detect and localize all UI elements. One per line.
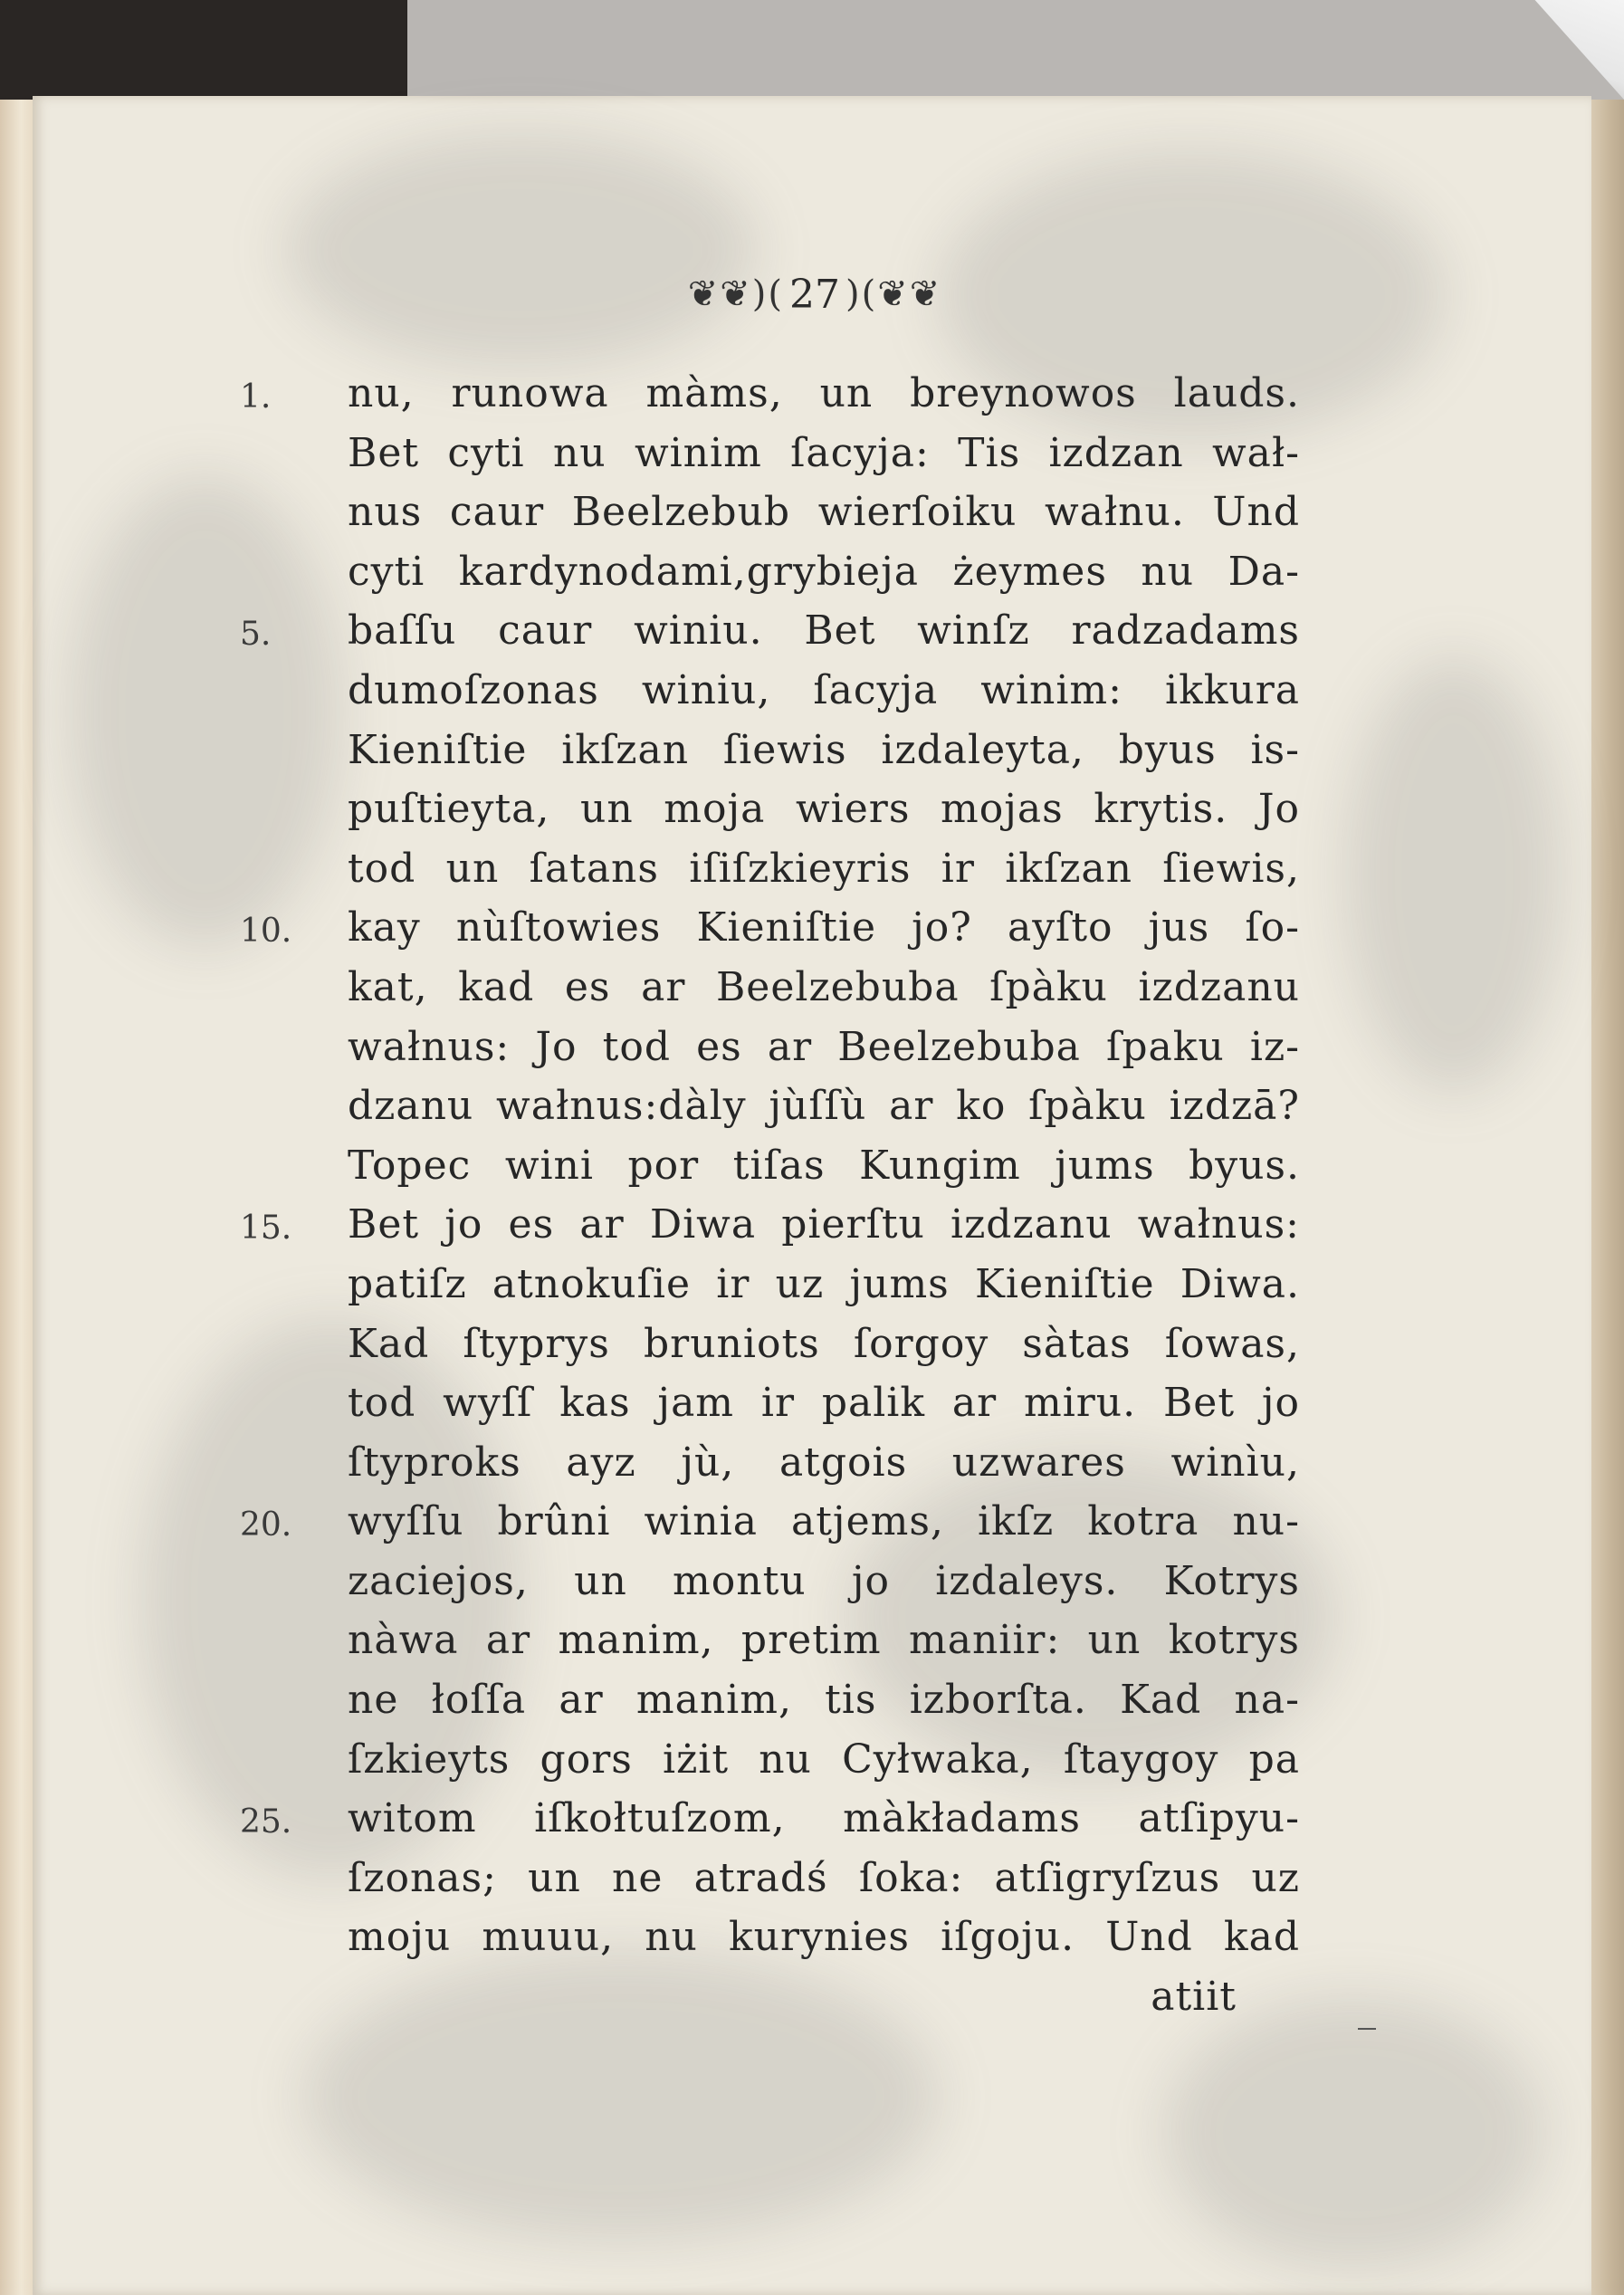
line-number: 5. — [240, 616, 272, 653]
page-header — [652, 263, 978, 326]
text-line: puſtieyta, un moja wiers mojas krytis. Jo — [348, 786, 1300, 833]
text-line: kay nùſtowies Kieniſtie jo? ayſto jus ſo- — [348, 904, 1300, 951]
text-line: wałnus: Jo tod es ar Beelzebuba ſpaku iz- — [348, 1023, 1300, 1070]
text-line: dzanu wałnus:dàly jùſſù ar ko ſpàku izdzā? — [348, 1083, 1300, 1130]
text-line: zaciejos, un montu jo izdaleys. Kotrys — [348, 1557, 1300, 1604]
text-line: ſtyproks ayz jù, atgois uzwares winìu, — [348, 1439, 1300, 1486]
line-number: 10. — [240, 913, 292, 950]
text-line: dumoſzonas winiu, ſacyja winim: ikkura — [348, 666, 1300, 713]
text-line: witom iſkołtuſzom, màkładams atſipyu- — [348, 1795, 1300, 1842]
page-number: 27 — [789, 271, 840, 318]
text-line: patiſz atnokuſie ir uz jums Kieniſtie Diwa. — [348, 1260, 1300, 1307]
stain — [1345, 657, 1562, 1092]
line-number: 25. — [240, 1803, 292, 1841]
text-line: kat, kad es ar Beelzebuba ſpàku izdzanu — [348, 963, 1300, 1010]
text-line: ſzonas; un ne atradś ſoka: atſigryſzus uz — [348, 1854, 1300, 1901]
ornament-right-icon: )(❦❦ — [845, 273, 942, 315]
text-line: moju muuu, nu kurynies iſgoju. Und kad — [348, 1914, 1300, 1961]
ornament-left-icon: ❦❦)( — [687, 273, 784, 315]
text-line: nus caur Beelzebub wierſoiku wałnu. Und — [348, 489, 1300, 536]
stain — [1164, 1997, 1544, 2269]
text-line: Bet jo es ar Diwa pierſtu izdzanu wałnus: — [348, 1201, 1300, 1248]
text-line: Kad ſtyprys bruniots ſorgoy sàtas ſowas, — [348, 1320, 1300, 1367]
stain — [69, 476, 340, 947]
body-text — [348, 364, 1300, 2027]
background-surface — [407, 0, 1624, 101]
text-line: tod un ſatans iſiſzkieyris ir ikſzan ſiewis, — [348, 845, 1300, 892]
text-line: ſzkieyts gors iżit nu Cyłwaka, ſtaygoy pa — [348, 1736, 1300, 1783]
stain — [286, 132, 757, 368]
text-line: wyſſu brûni winia atjems, ikſz kotra nu- — [348, 1498, 1300, 1545]
text-line: baſſu caur winiu. Bet winſz radzadams — [348, 607, 1300, 655]
line-number: 15. — [240, 1210, 292, 1247]
line-number: 20. — [240, 1506, 292, 1544]
text-line: ne łoſſa ar manim, tis izborſta. Kad na- — [348, 1677, 1300, 1724]
text-line: cyti kardynodami,grybieja żeymes nu Da- — [348, 548, 1300, 595]
line-number: 1. — [240, 378, 272, 416]
text-line: Topec wini por tiſas Kungim jums byus. — [348, 1142, 1300, 1189]
book-right-edge — [1588, 100, 1624, 2295]
page-mark — [1358, 2028, 1376, 2030]
catchword: atiit — [1151, 1974, 1237, 2021]
text-line: tod wyſſ kas jam ir palik ar miru. Bet jo — [348, 1380, 1300, 1427]
text-line: nu, runowa màms, un breynowos lauds. — [348, 370, 1300, 416]
text-line: Kieniſtie ikſzan ſiewis izdaleyta, byus is- — [348, 726, 1300, 773]
text-line: nàwa ar manim, pretim maniir: un kotrys — [348, 1617, 1300, 1664]
text-line: Bet cyti nu winim ſacyja: Tis izdzan wał- — [348, 429, 1300, 476]
